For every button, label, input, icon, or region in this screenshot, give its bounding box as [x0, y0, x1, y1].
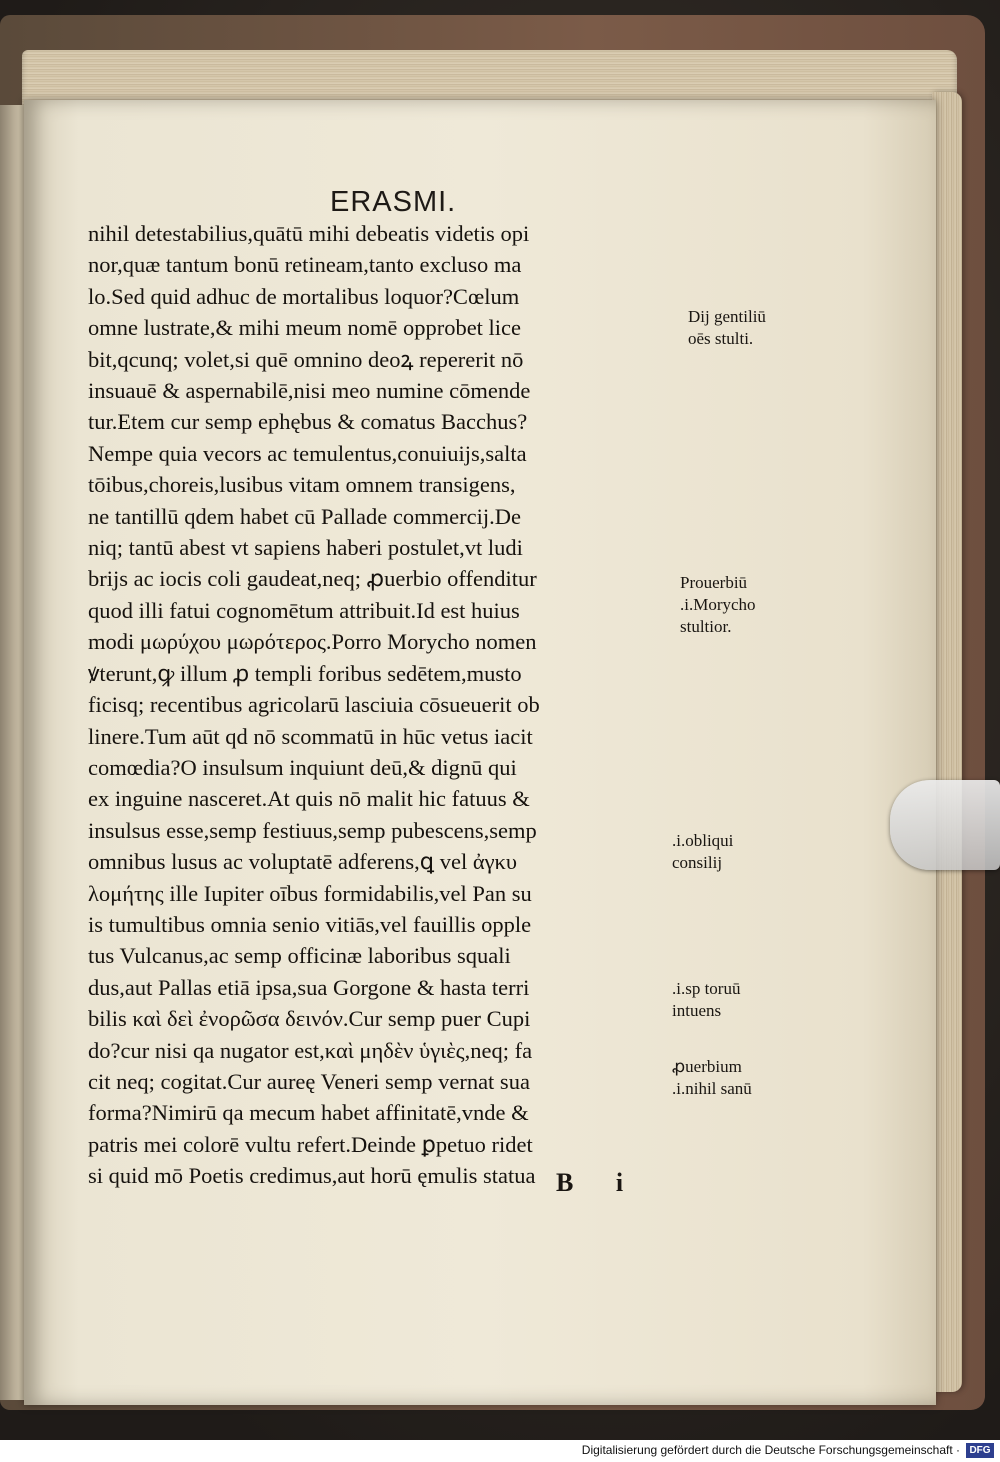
text-line: ficisq; recentibus agricolarū lasciuia cōsueuerit ob	[88, 692, 540, 718]
text-line: ne tantillū qdem habet cū Pallade commercij.De	[88, 503, 521, 529]
text-line: ex inguine nasceret.At quis nō malit hic fatuus &	[88, 786, 530, 812]
text-line: Nempe quia vecors ac temulentus,conuiuijs,salta	[88, 440, 527, 466]
text-line: nihil detestabilius,quātū mihi debeatis videtis opi	[88, 221, 530, 246]
text-line: si quid mō Poetis credimus,aut horū ęmulis statua	[88, 1163, 536, 1189]
margin-note-line: .i.Morycho	[680, 595, 756, 614]
margin-note-line: .i.obliqui	[672, 831, 734, 850]
text-line: bilis καὶ δεὶ ἐνορῶσα δεινόν.Cur semp puer Cupi	[88, 1006, 531, 1032]
signature-mark: B i	[556, 1168, 642, 1197]
footer-bar	[0, 1440, 1000, 1462]
text-line: is tumultibus omnia senio vitiās,vel fauillis opple	[88, 911, 532, 937]
margin-note	[672, 830, 733, 874]
text-line: tōibus,choreis,lusibus vitam omnem transigens,	[88, 472, 516, 498]
text-line: lo.Sed quid adhuc de mortalibus loquor?Cœlum	[88, 283, 520, 309]
margin-note-line: Prouerbiū	[680, 573, 748, 592]
body-text	[88, 218, 688, 1192]
text-line: bit,qcunq; volet,si quē omnino deoꝝ repererit nō	[88, 346, 524, 372]
page-edges-right	[932, 92, 962, 1392]
margin-note	[672, 1056, 752, 1100]
margin-note	[688, 306, 766, 350]
text-line: tur.Etem cur semp ephębus & comatus Bacchus?	[88, 409, 528, 435]
text-line: forma?Nimirū qa mecum habet affinitatē,vnde &	[88, 1100, 529, 1126]
text-line: modi μωρύχου μωρότερος.Porro Morycho nomen	[88, 629, 537, 655]
text-line: λομήτης ille Iupiter oībus formidabilis,vel Pan su	[88, 880, 532, 906]
text-line: dus,aut Pallas etiā ipsa,sua Gorgone & hasta terri	[88, 974, 530, 1000]
margin-note-line: .i.sp toruū	[672, 979, 741, 998]
text-line: omnibus lusus ac voluptatē adferens,ꝗ vel ἀγκυ	[88, 849, 518, 875]
text-line: omne lustrate,& mihi meum nomē opprobet lice	[88, 315, 522, 341]
text-line: cit neq; cogitat.Cur aureę Veneri semp vernat sua	[88, 1068, 530, 1094]
text-line: ꝟterunt,ꝙ illum ꝓ templi foribus sedētem,musto	[88, 660, 522, 686]
running-head: ERASMI.	[330, 186, 457, 218]
text-line: do?cur nisi qa nugator est,καὶ μηδὲν ὑγιὲς,neq; fa	[88, 1037, 533, 1063]
margin-note	[680, 572, 756, 638]
margin-note-line: Dij gentiliū	[688, 307, 766, 326]
margin-note-line: .i.nihil sanū	[672, 1079, 752, 1098]
margin-note-line: consilij	[672, 853, 723, 872]
text-line: brijs ac iocis coli gaudeat,neq; ꝓuerbio offenditur	[88, 566, 537, 592]
dfg-logo: DFG	[966, 1443, 994, 1458]
text-line: nor,quæ tantum bonū retineam,tanto excluso ma	[88, 252, 522, 278]
text-line: insuauē & aspernabilē,nisi meo numine cōmende	[88, 378, 531, 404]
bookmark-clip	[890, 780, 1000, 870]
text-line: tus Vulcanus,ac semp officinæ laboribus squali	[88, 943, 511, 969]
margin-note-line: oēs stulti.	[688, 329, 754, 348]
funding-notice: Digitalisierung gefördert durch die Deutsche Forschungsgemeinschaft ·	[581, 1443, 960, 1457]
text-line: linere.Tum aūt qd nō scommatū in hūc vetus iacit	[88, 723, 533, 749]
margin-note-line: intuens	[672, 1001, 722, 1020]
text-line: niq; tantū abest vt sapiens haberi postulet,vt ludi	[88, 535, 523, 561]
margin-note	[672, 978, 740, 1022]
text-line: quod illi fatui cognomētum attribuit.Id est huius	[88, 597, 520, 623]
margin-note-line: ꝓuerbium	[672, 1057, 742, 1076]
text-line: comœdia?O insulsum inquiunt deū,& dignū qui	[88, 754, 517, 780]
margin-note-line: stultior.	[680, 617, 732, 636]
text-line: patris mei colorē vultu refert.Deinde ꝑpetuo ridet	[88, 1131, 533, 1157]
text-line: insulsus esse,semp festiuus,semp pubescens,semp	[88, 817, 537, 843]
